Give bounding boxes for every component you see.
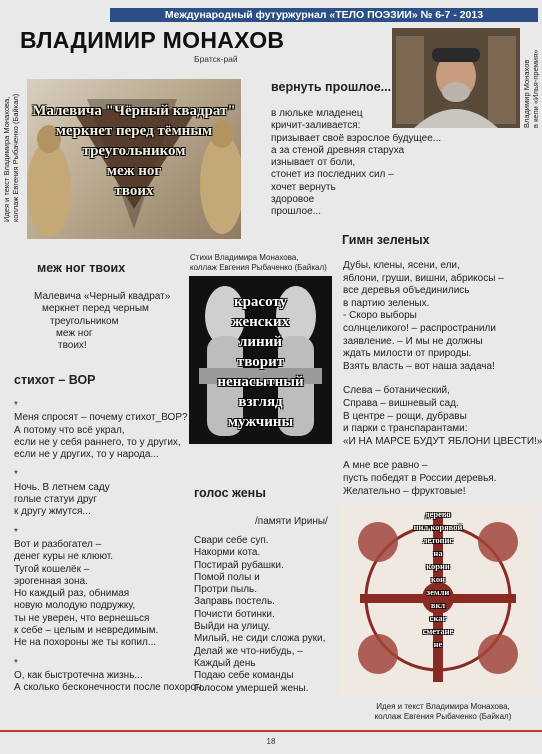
- collage3-line: на: [433, 548, 443, 558]
- poem-vernut-body: в люльке младенец кричит-заливается: призывает своё взрослое будущее... а за стеной древняя старуха изнывает от боли, стонет из последних сил – хочет вернуть здоровое прошлое...: [271, 108, 442, 218]
- poem-vor-body: * Меня спросят – почему стихот_ВОР? А потому что всё украл, если не у себя раннего, то у других, если не у других, то у народа... * Ночь. В летнем саду голые статуи друг к другу жмутся... * Вот и разбогател – денег куры не клюют. Тугой кошелёк – эрогенная зона. Но каждый раз, обнимая новую молодую подружку, ты не уверен, что вернешься к себе – целым и невредимым. Не на похороны же ты копил... * О, как быстротечна жизнь... А сколько бесконечности после похорон...: [14, 400, 210, 694]
- collage3-line: корни: [426, 561, 450, 571]
- poem-vernut-title: вернуть прошлое...: [271, 80, 392, 94]
- collage-tree-image: [340, 502, 536, 696]
- poem-golos-title: голос жены: [194, 486, 266, 500]
- collage3-line: сметане: [422, 626, 454, 636]
- collage1-line: Малевича "Чёрный квадрат": [32, 103, 236, 119]
- collage1-line: твоих: [114, 183, 154, 199]
- poem-gimn-body: Дубы, клены, ясени, ели, яблони, груши, вишни, абрикосы – все деревья объединились в партию зеленых. - Скоро выборы солнцеликого! – распространили заявление. – И мы не должны ждать милости от природы. Взять власть – вот наша задача! Слева – ботанический, Справа – вишневый сад. В центре – рощи, дубравы и парки с транспарантами: «И НА МАРСЕ БУДУТ ЯБЛОНИ ЦВЕСТИ!» А мне все равно – пусть победят в России деревья. Желательно – фруктовые!: [343, 260, 542, 497]
- poem-gimn-title: Гимн зеленых: [342, 233, 430, 247]
- collage-statues-image: [189, 276, 332, 444]
- collage3-line: дерево: [425, 509, 451, 519]
- journal-header-bar: Международный футуржурнал «ТЕЛО ПОЭЗИИ» № 6-7 - 2013: [110, 8, 538, 22]
- collage1-line: треугольником: [82, 143, 186, 159]
- center-collage-caption: Стихи Владимира Монахова, коллаж Евгения Рыбаченко (Байкал): [190, 253, 327, 272]
- collage3-line: пил корявой: [413, 522, 463, 532]
- tree-collage-caption: Идея и текст Владимира Монахова, коллаж Евгения Рыбаченко (Байкал): [374, 702, 512, 721]
- collage2-line: творит: [236, 354, 285, 370]
- collage2-line: женских: [231, 314, 290, 330]
- poem-vor-title: стихот – ВОР: [14, 373, 96, 387]
- poem-golos-body: Свари себе суп. Накорми кота. Постирай рубашки. Помой полы и Протри пыль. Заправь постель. Почисти ботинки. Выйди на улицу. Милый, не сиди сложа руки, Делай же что-нибудь, – Каждый день Подаю себе команды Голосом умершей жены.: [194, 535, 326, 694]
- author-city: Братск-рай: [194, 54, 238, 64]
- poem-mezh-body: Малевича «Черный квадрат» меркнет перед черным треугольником меж ног твоих!: [34, 291, 171, 352]
- footer-divider: [0, 730, 542, 732]
- poem-mezh-title: меж ног твоих: [37, 261, 126, 275]
- collage2-line: красоту: [233, 294, 288, 310]
- collage3-line: летопис: [422, 535, 454, 545]
- collage2-line: мужчины: [227, 414, 294, 430]
- left-vertical-caption: Идея и текст Владимира Монахова, коллаж Евгения Рыбаченко (Байкал): [2, 93, 20, 222]
- collage3-line: кон: [431, 574, 445, 584]
- collage3-line: не: [433, 639, 443, 649]
- collage2-line: взгляд: [238, 394, 283, 410]
- author-name: ВЛАДИМИР МОНАХОВ: [20, 27, 285, 53]
- collage-malevich-image: [27, 79, 241, 239]
- poem-golos-dedication: /памяти Ирины/: [255, 516, 328, 527]
- collage2-line: линий: [239, 334, 282, 350]
- collage3-line: вкл: [430, 600, 446, 610]
- portrait-vertical-caption: Владимир Монахов в кепи «Илья-премия»: [522, 49, 540, 128]
- collage3-line: земли: [426, 587, 450, 597]
- page-number: 18: [266, 737, 276, 746]
- collage1-line: меж ног: [106, 163, 162, 179]
- collage1-line: меркнет перед тёмным: [55, 123, 213, 139]
- collage2-line: ненасытный: [217, 374, 304, 390]
- collage3-line: скаг: [429, 613, 447, 623]
